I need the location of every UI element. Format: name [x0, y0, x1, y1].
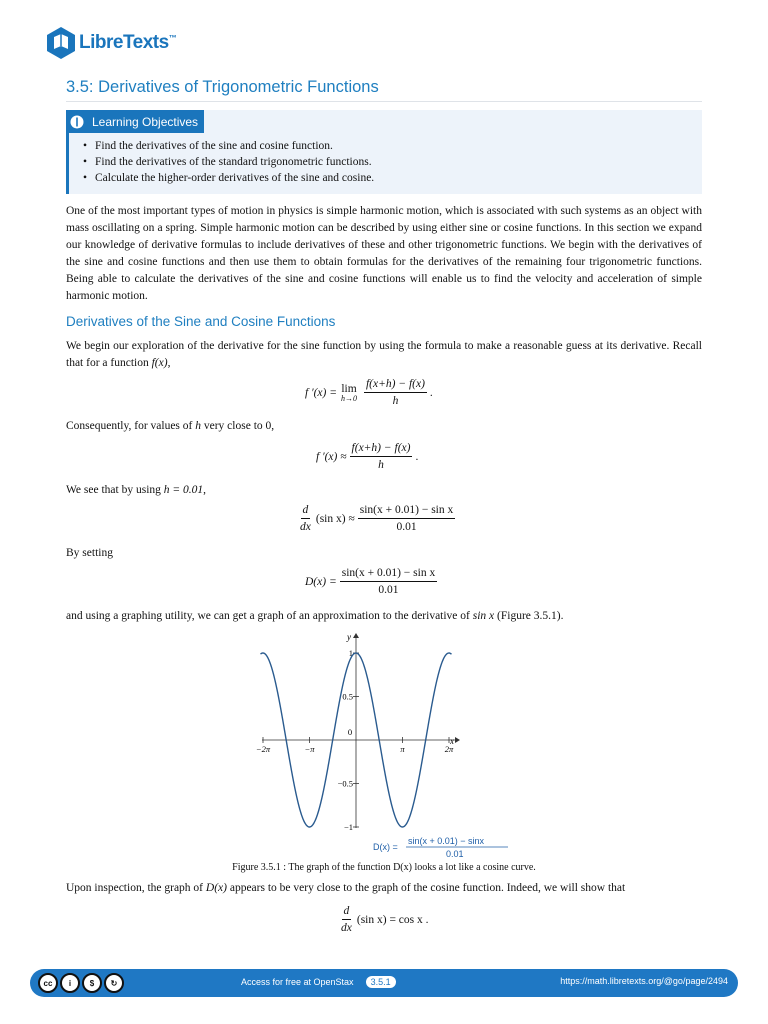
equation-limit-definition: f ′(x) = lim h→0 $\frac{f(x+h) - f(x)}{h}$ . [305, 378, 433, 407]
logo-text: LibreTexts™ [79, 32, 177, 53]
x-tick-label: −2π [255, 744, 271, 754]
learning-objectives-box [66, 110, 702, 194]
page-number-badge: 3.5.1 [366, 976, 396, 988]
x-tick-label: 0 [347, 727, 353, 737]
x-tick-label: 2π [444, 744, 454, 754]
y-tick-label: −0.5 [337, 778, 353, 789]
y-tick-label: 0.5 [342, 691, 353, 702]
x-axis-arrow [455, 737, 460, 743]
legend-numerator: sin(x + 0.01) − sinx [408, 836, 485, 846]
derivative-approximation-chart [250, 630, 485, 860]
openstax-link[interactable]: Access for free at OpenStax [241, 977, 354, 987]
libretexts-logo[interactable] [46, 26, 176, 60]
footer-center [241, 976, 396, 988]
book-icon [70, 115, 84, 129]
creative-commons-license[interactable] [38, 973, 124, 993]
list-item: • Find the derivatives of the standard trigonometric functions. [81, 154, 374, 170]
attribution-icon: i [60, 973, 80, 993]
title-divider [66, 101, 702, 102]
list-item: • Calculate the higher-order derivatives of the sine and cosine. [81, 170, 374, 186]
figure-caption: Figure 3.5.1 : The graph of the function D(x) looks a lot like a cosine curve. [232, 862, 536, 873]
paragraph-4: By setting [66, 547, 113, 559]
page-footer [30, 969, 738, 997]
page-title: 3.5: Derivatives of Trigonometric Functions [66, 78, 379, 96]
equation-D-of-x: D(x) = $\frac{\text{sin(x + 0.01) − sin x}}{0.01}$ [305, 567, 436, 596]
paragraph-6: Upon inspection, the graph of D(x) appears to be very close to the graph of the cosine function. Indeed, we will show that [66, 882, 626, 894]
axis-label-y: y [347, 632, 351, 642]
learning-objectives-header [66, 110, 204, 133]
y-tick-label: −1 [343, 822, 353, 832]
learning-objectives-title: Learning Objectives [92, 114, 199, 129]
learning-objectives-list [81, 138, 374, 186]
section-heading: Derivatives of the Sine and Cosine Functions [66, 314, 336, 329]
sharealike-icon: ↻ [104, 973, 124, 993]
cc-icon: cc [38, 973, 58, 993]
intro-paragraph: One of the most important types of motion in physics is simple harmonic motion, which is associated with such systems as an object with mass oscillating on a spring. Simple harmonic motion can be described by using either sine or cosine functions. In this section we expand our knowledge of derivative formulas to include derivatives of these and other trigonometric functions. We begin with the derivatives of the sine and cosine functions and then use them to obtain formulas for the derivatives of the remaining four trigonometric functions. Being able to calculate the derivatives of the sine and cosine functions will enable us to find the velocity and acceleration of simple harmonic motion. [66, 205, 702, 302]
chart-legend [373, 836, 508, 859]
paragraph-1: We begin our exploration of the derivative for the sine function by using the formula to make a reasonable guess at its derivative. Recall that for a function f(x), [66, 340, 702, 369]
equation-derivative-sine-approx: $\frac{d}{dx}$ (sin x) ≈ $\frac{\text{sin(x + 0.01) − sin x}}{0.01}$ [300, 504, 454, 533]
y-tick-label: 1 [348, 648, 353, 658]
paragraph-5: and using a graphing utility, we can get a graph of an approximation to the derivative of sin x (Figure 3.5.1). [66, 610, 564, 622]
legend-lhs: D(x) = [373, 842, 398, 852]
paragraph-3: We see that by using h = 0.01, [66, 484, 207, 496]
equation-approximation: f ′(x) ≈ $\frac{f(x+h) - f(x)}{h}$ . [316, 442, 419, 471]
libretexts-logo-icon [46, 26, 76, 60]
equation-derivative-sine: $\frac{d}{dx}$ (sin x) = cos x . [341, 905, 429, 934]
x-tick-label: π [400, 744, 405, 754]
page-url-link[interactable]: https://math.libretexts.org/@go/page/2494 [560, 976, 728, 986]
legend-denominator: 0.01 [446, 849, 464, 859]
paragraph-2: Consequently, for values of h very close to 0, [66, 420, 275, 432]
x-tick-label: −π [304, 744, 315, 754]
axis-label-x: x [450, 736, 454, 746]
y-axis-arrow [353, 633, 359, 638]
noncommercial-icon: $ [82, 973, 102, 993]
list-item: • Find the derivatives of the sine and cosine function. [81, 138, 374, 154]
